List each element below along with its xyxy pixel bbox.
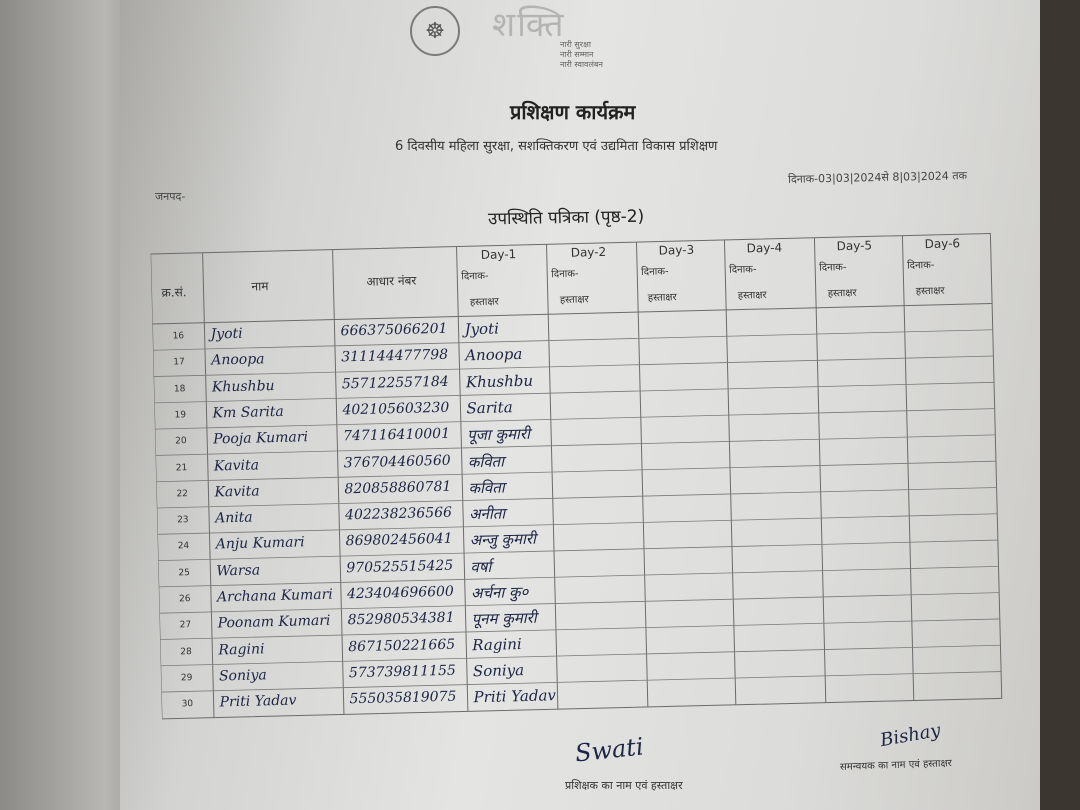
header-aadhaar-number: आधार नंबर	[366, 273, 417, 289]
serial-number-cell: 21	[175, 462, 188, 473]
brand-logo-text: शक्ति	[492, 5, 566, 45]
name-cell: Kavita	[213, 456, 260, 475]
attendance-document	[120, 0, 1040, 810]
day-1-signature-cell: पूनम कुमारी	[471, 608, 537, 629]
aadhaar-cell: 869802456041	[345, 531, 453, 550]
serial-number-cell: 23	[177, 515, 189, 526]
name-cell: Anoopa	[211, 351, 265, 369]
serial-number-cell: 25	[178, 567, 191, 579]
day-1-signature-cell: कविता	[467, 451, 505, 471]
trainer-label: प्रशिक्षक का नाम एवं हस्ताक्षर	[565, 779, 683, 792]
name-cell: Poonam Kumari	[217, 613, 331, 632]
aadhaar-cell: 557122557184	[341, 373, 449, 392]
serial-number-cell: 30	[181, 699, 194, 710]
name-cell: Warsa	[216, 562, 261, 580]
aadhaar-cell: 852980534381	[347, 609, 455, 629]
name-cell: Soniya	[218, 667, 267, 685]
serial-number-cell: 22	[176, 488, 189, 500]
day-1-signature-cell: Soniya	[472, 660, 525, 681]
day-1-signature-cell: अर्चना कु०	[470, 582, 529, 603]
header-day-1: Day-1	[480, 247, 517, 262]
header-day-3-date: दिनाक-	[641, 266, 669, 279]
name-cell: Km Sarita	[212, 403, 284, 422]
header-day-6-date: दिनाक-	[907, 259, 935, 272]
name-cell: Archana Kumari	[216, 586, 333, 606]
brand-tagline: नारी सुरक्षा नारी सम्मान नारी स्वावलंबन	[560, 40, 603, 69]
header-day-3-sign: हस्ताक्षर	[647, 292, 677, 304]
header-day-2: Day-2	[570, 244, 607, 260]
coordinator-label: समन्वयक का नाम एवं हस्ताक्षर	[839, 758, 952, 773]
serial-number-cell: 28	[180, 646, 192, 657]
coordinator-signature: Bishay	[878, 719, 943, 752]
header-day-5-date: दिनाक-	[819, 261, 847, 274]
aadhaar-cell: 573739811155	[348, 662, 456, 682]
name-cell: Ragini	[218, 640, 265, 659]
day-1-signature-cell: कविता	[468, 478, 505, 498]
day-1-signature-cell: अनीता	[468, 504, 506, 524]
day-1-signature-cell: Khushbu	[465, 371, 534, 391]
header-day-3: Day-3	[658, 242, 695, 258]
header-name: नाम	[251, 279, 269, 294]
serial-number-cell: 29	[180, 672, 193, 684]
name-cell: Anita	[214, 509, 253, 527]
name-cell: Jyoti	[210, 325, 243, 343]
serial-number-cell: 16	[172, 331, 185, 342]
up-emblem-icon: ☸	[410, 6, 460, 56]
aadhaar-cell: 820858860781	[344, 478, 452, 498]
attendance-table	[150, 206, 1042, 722]
header-day-1-date: दिनाक-	[461, 270, 489, 283]
document-title: प्रशिक्षण कार्यक्रम	[510, 100, 636, 124]
aadhaar-cell: 311144477798	[341, 347, 449, 366]
document-subtitle: 6 दिवसीय महिला सुरक्षा, सशक्तिकरण एवं उद्यमिता विकास प्रशिक्षण	[395, 139, 718, 154]
day-1-signature-cell: Anoopa	[464, 345, 523, 365]
header-day-6-sign: हस्ताक्षर	[915, 285, 945, 298]
aadhaar-cell: 867150221665	[348, 636, 456, 655]
day-1-signature-cell: Sarita	[466, 398, 513, 418]
serial-number-cell: 18	[173, 383, 186, 395]
name-cell: Pooja Kumari	[212, 429, 309, 448]
header-serial-number: क्र.सं.	[161, 285, 187, 300]
name-cell: Khushbu	[211, 377, 275, 396]
name-cell: Anju Kumari	[215, 534, 305, 553]
date-range: दिनाक-03|03|2024से 8|03|2024 तक	[787, 169, 968, 186]
aadhaar-cell: 970525515425	[346, 557, 454, 576]
aadhaar-cell: 555035819075	[349, 688, 457, 708]
day-1-signature-cell: Ragini	[472, 634, 522, 654]
aadhaar-cell: 402238236566	[344, 504, 453, 524]
serial-number-cell: 20	[175, 436, 187, 447]
header-day-4-sign: हस्ताक्षर	[737, 289, 767, 302]
day-1-signature-cell: अन्जु कुमारी	[469, 530, 537, 550]
aadhaar-cell: 376704460560	[343, 452, 451, 471]
header-day-4: Day-4	[746, 240, 783, 256]
name-cell: Priti Yadav	[219, 692, 297, 711]
sheet-title: उपस्थिति पत्रिका (पृष्ठ-2)	[487, 206, 645, 230]
header-day-1-sign: हस्ताक्षर	[469, 296, 499, 309]
district-label: जनपद-	[155, 190, 186, 203]
serial-number-cell: 24	[177, 541, 190, 552]
aadhaar-cell: 747116410001	[342, 425, 451, 445]
header-day-4-date: दिनाक-	[729, 264, 757, 276]
aadhaar-cell: 666375066201	[340, 320, 448, 340]
day-1-signature-cell: Priti Yadav	[473, 686, 557, 707]
day-1-signature-cell: पूजा कुमारी	[466, 424, 531, 445]
aadhaar-cell: 423404696600	[346, 583, 455, 603]
serial-number-cell: 17	[173, 357, 185, 368]
header-day-2-sign: हस्ताक्षर	[559, 294, 589, 307]
header-day-6: Day-6	[924, 236, 961, 252]
serial-number-cell: 26	[178, 594, 191, 605]
header-day-5-sign: हस्ताक्षर	[827, 287, 857, 300]
trainer-signature: Swati	[573, 732, 645, 768]
serial-number-cell: 19	[174, 410, 187, 421]
header-day-2-date: दिनाक-	[551, 268, 579, 281]
header-day-5: Day-5	[836, 238, 873, 254]
day-1-signature-cell: Jyoti	[464, 319, 500, 339]
day-1-signature-cell: वर्षा	[470, 557, 492, 576]
name-cell: Kavita	[214, 483, 260, 501]
aadhaar-cell: 402105603230	[342, 399, 450, 419]
serial-number-cell: 27	[179, 620, 192, 631]
